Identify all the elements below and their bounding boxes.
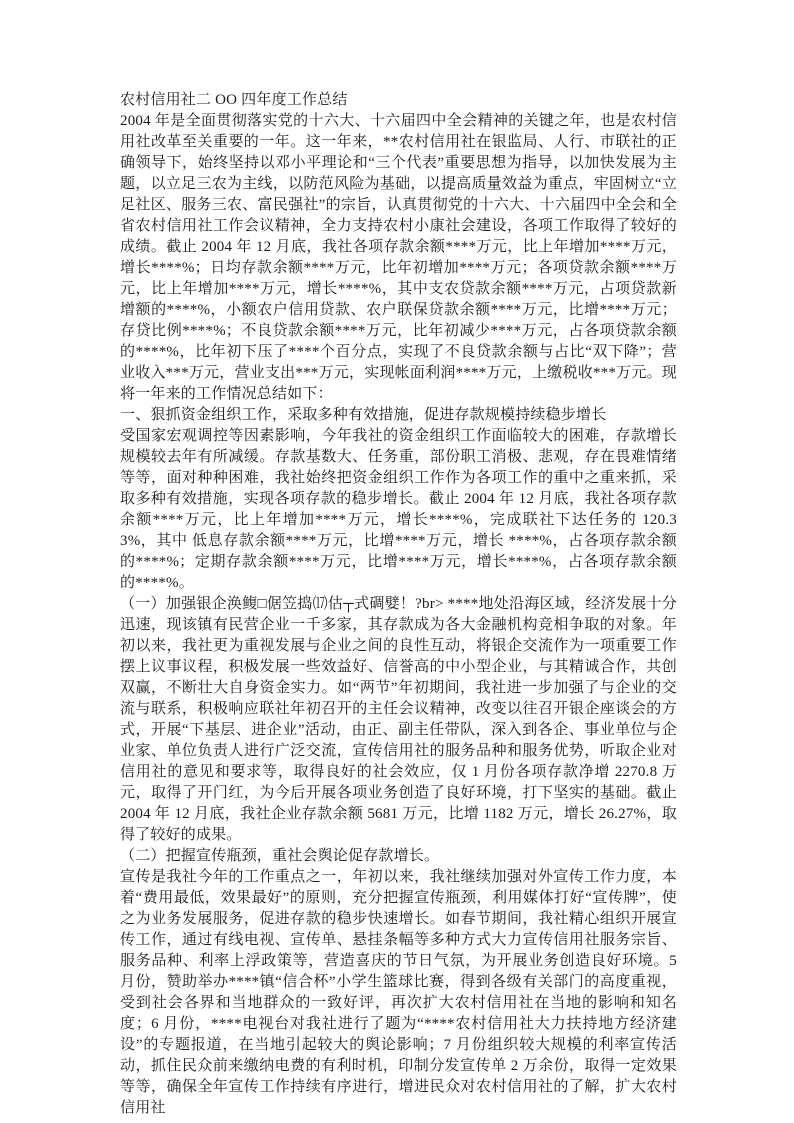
paragraph-subsection-2: 宣传是我社今年的工作重点之一，年初以来，我社继续加强对外宣传工作力度，本着“费用最低，效果最好”的原则，充分把握宣传瓶颈，利用媒体打好“宣传牌”，使之为业务发展服务，促进存款的稳步快速增长。如春节期间，我社精心组织开展宣传工作，通过有线电视、宣传单、悬挂条幅等多种方式大力宣传信用社服务宗旨、服务品种、利率上浮政策等，营造喜庆的节日气氛，为开展业务创造良好环境。5 月份，赞助举办****镇“信合杯”小学生篮球比赛，得到各级有关部门的高度重视，受到社会各界和当地群众的一致好评，再次扩大农村信用社在当地的影响和知名度；6 月份，****电视台对我社进行了题为“****农村信用社大力扶持地方经济建设”的专题报道，在当地引起较大的舆论影响；7 月份组织较大规模的利率宣传活动，抓住民众前来缴纳电费的有利时机，印制分发宣传单 2 万余份，取得一定效果等等，确保全年宣传工作持续有序进行，增进民众对农村信用社的了解，扩大农村信用社 [120, 869, 677, 1116]
paragraph-intro: 2004 年是全面贯彻落实党的十六大、十六届四中全会精神的关键之年，也是农村信用社改革至关重要的一年。这一年来，**农村信用社在银监局、人行、市联社的正确领导下，始终坚持以邓小平理论和“三个代表”重要思想为指导，以加快发展为主题，以立足三农为主线，以防范风险为基础，以提高质量效益为重点，牢固树立“立足社区、服务三农、富民强社”的宗旨，认真贯彻党的十六大、十六届四中全会和全省农村信用社工作会议精神，全力支持农村小康社会建设，各项工作取得了较好的成绩。截止 2004 年 12 月底，我社各项存款余额****万元，比上年增加****万元，增长****%；日均存款余额****万元，比年初增加****万元；各项贷款余额****万元，比上年增加****万元，增长****%，其中支农贷款余额****万元，占项贷款新增额的****%，小额农户信用贷款、农户联保贷款余额****万元，比增****万元；存贷比例****%；不良贷款余额****万元，比年初减少****万元，占各项贷款余额的****%，比年初下压了****个百分点，实现了不良贷款余额与占比“双下降”；营业收入***万元，营业支出***万元，实现帐面利润****万元，上缴税收***万元。现将一年来的工作情况总结如下： [120, 113, 677, 402]
paragraph-section-1: 受国家宏观调控等因素影响，今年我社的资金组织工作面临较大的困难，存款增长规模较去年有所减缓。存款基数大、任务重，部份职工消极、悲观，存在畏难情绪等等，面对种种困难，我社始终把资金组织工作作为各项工作的重中之重来抓，采取多种有效措施，实现各项存款的稳步增长。截止 2004 年 12 月底，我社各项存款余额****万元，比上年增加****万元，增长****%，完成联社下达任务的 120.33%，其中 低息存款余额****万元，比增****万元，增长 ****%，占各项存款余额的****%；定期存款余额****万元，比增****万元，增长****%，占各项存款余额的****%。 [120, 428, 677, 591]
section-heading-1: 一、狠抓资金组织工作，采取多种有效措施，促进存款规模持续稳步增长 [120, 407, 607, 423]
document-title: 农村信用社二 OO 四年度工作总结 [120, 92, 348, 108]
document-text-block [120, 90, 677, 1119]
subsection-heading-2: （二）把握宣传瓶颈，重社会舆论促存款增长。 [120, 848, 440, 864]
paragraph-subsection-1: （一）加强银企涣鳆□倨笠捣⒄估┬式碉嬖！?br> ****地处沿海区域，经济发展十分迅速，现该镇有民营企业一千多家，其存款成为各大金融机构竞相争取的对象。年初以来，我社更为重视发展与企业之间的良性互动，将银企交流作为一项重要工作摆上议事议程，积极发展一些效益好、信誉高的中小型企业，与其精诚合作，共创双赢，不断壮大自身资金实力。如“两节”年初期间，我社进一步加强了与企业的交流与联系，积极响应联社年初召开的主任会议精神，改变以往召开银企座谈会的方式，开展“下基层、进企业”活动，由正、副主任带队，深入到各企、事业单位与企业家、单位负责人进行广泛交流，宣传信用社的服务品种和服务优势，听取企业对信用社的意见和要求等，取得良好的社会效应，仅 1 月份各项存款净增 2270.8 万元，取得了开门红，为今后开展各项业务创造了良好环境，打下坚实的基础。截止 2004 年 12 月底，我社企业存款余额 5681 万元，比增 1182 万元，增长 26.27%，取得了较好的成果。 [120, 596, 677, 843]
